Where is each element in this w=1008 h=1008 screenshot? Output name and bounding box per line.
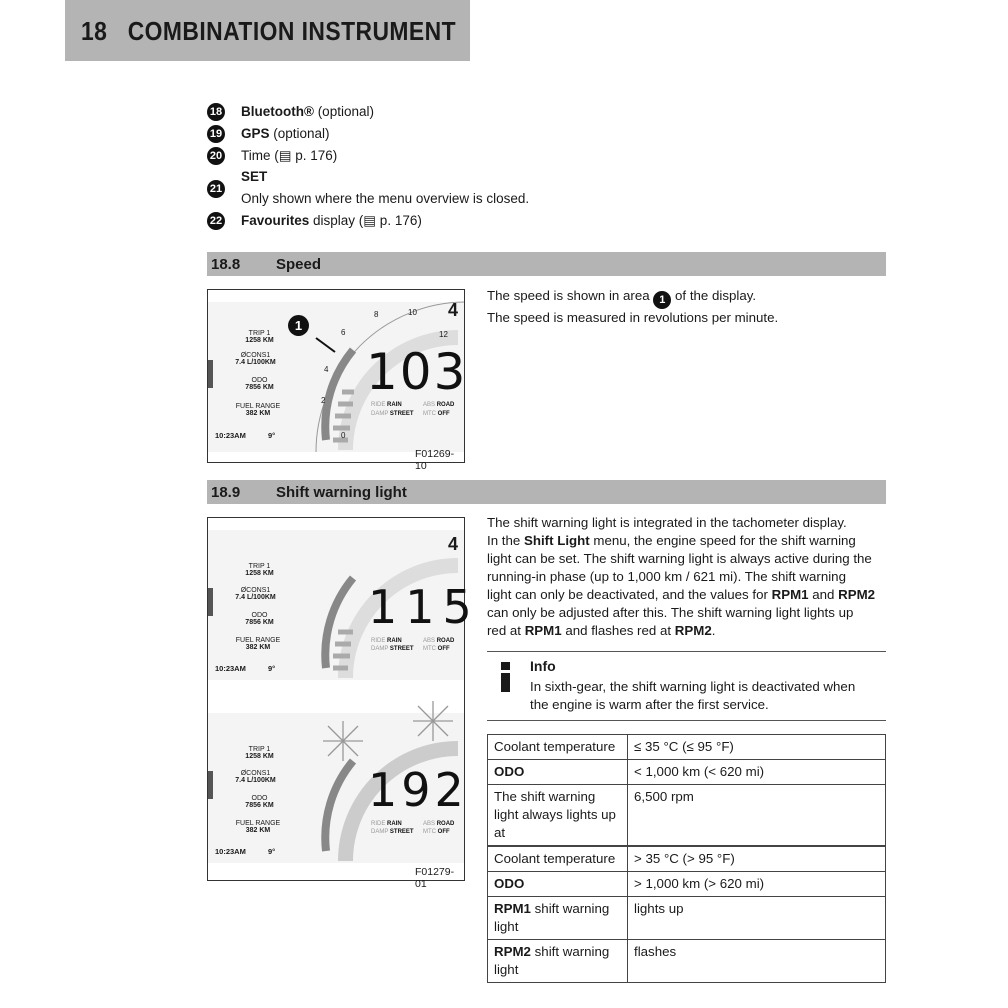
legend-number: 20 (207, 147, 225, 165)
legend-number: 21 (207, 180, 225, 198)
table-row: ODO > 1,000 km (> 620 mi) (488, 872, 886, 897)
info-text: In sixth-gear, the shift warning light is deactivated when the engine is warm after the first service. (530, 679, 856, 712)
info-box (487, 651, 886, 721)
chapter-header (65, 0, 470, 61)
chapter-title: 18 COMBINATION INSTRUMENT (81, 16, 457, 46)
info-title: Info (530, 658, 556, 674)
shift-description: The shift warning light is integrated in the tachometer display. In the Shift Light menu, the engine speed for the shift warning light can be set. The shift warning light is always active during the running-in phase (up to 1,000 km / 621 mi). The shift warning light can only be deactivated, and the values for RPM1 and RPM2 can only be adjusted after this. The shift warning light lights up red at RPM1 and flashes red at RPM2. (487, 515, 876, 638)
spec-table-running-in (487, 734, 886, 846)
speed-figure (207, 289, 468, 472)
speed-readout: 115 (368, 580, 480, 634)
info-icon (496, 662, 515, 692)
figure-code: F01269-10 (415, 448, 455, 472)
legend-number: 18 (207, 103, 225, 121)
table-row: ODO < 1,000 km (< 620 mi) (488, 760, 886, 785)
legend-number: 19 (207, 125, 225, 143)
dashboard-display: TRIP 1 1258 KM ØCONS1 7.4 L/100KM ODO 7856 KM FUEL RANGE 382 KM 10:23AM 9° 103 4 RIDE RAIN ABS ROAD DAMP STREET MTC OFF 0 2 4 6 8 10 12 1 (208, 290, 464, 456)
table-row: The shift warning light always lights up at 6,500 rpm (488, 785, 886, 846)
section-header-speed: 18.8 Speed (207, 252, 886, 276)
legend-number: 22 (207, 212, 225, 230)
callout-marker: 1 (653, 291, 671, 309)
section-header-shift: 18.9 Shift warning light (207, 480, 886, 504)
table-row: RPM1 shift warning light lights up (488, 897, 886, 940)
dashboard-display: TRIP 1 1258 KM ØCONS1 7.4 L/100KM ODO 7856 KM FUEL RANGE 382 KM 10:23AM 9° 115 4 RIDE RAIN ABS ROAD DAMP STREET MTC OFF (208, 518, 464, 684)
speed-readout: 103 (366, 343, 468, 401)
spec-table-after-service (487, 846, 886, 983)
shift-figure (207, 517, 480, 890)
table-row: Coolant temperature > 35 °C (> 95 °F) (488, 847, 886, 872)
table-row: RPM2 shift warning light flashes (488, 940, 886, 983)
table-row: Coolant temperature ≤ 35 °C (≤ 95 °F) (488, 735, 886, 760)
gear-indicator: 4 (448, 300, 459, 320)
callout-marker: 1 (288, 315, 309, 336)
dashboard-display: TRIP 1 1258 KM ØCONS1 7.4 L/100KM ODO 7856 KM FUEL RANGE 382 KM 10:23AM 9° 192 RIDE RAIN ABS ROAD DAMP STREET MTC OFF (208, 701, 464, 867)
speed-readout: 192 (368, 763, 468, 817)
speed-description: The speed is shown in area 1 of the display. The speed is measured in revolutions per minute. (487, 288, 779, 325)
figure-code: F01279-01 (415, 866, 455, 890)
